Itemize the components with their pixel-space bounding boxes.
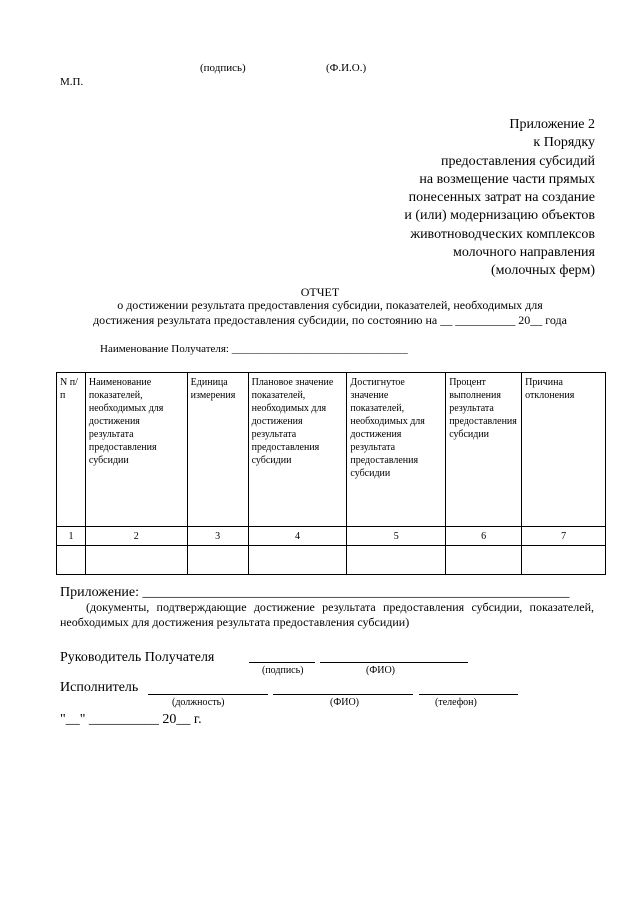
header-cell: Процент выполнения результата предоставления субсидии <box>446 373 522 527</box>
report-subtitle-line: о достижении результата предоставления субсидии, показателей, необходимых для <box>117 298 543 312</box>
column-number: 3 <box>187 527 248 546</box>
table-cell[interactable] <box>85 546 187 575</box>
report-title: ОТЧЕТ <box>300 285 340 299</box>
appendix-line: понесенных затрат на создание <box>408 190 595 206</box>
header-cell: Наименование показателей, необходимых для достижения результата предоставления субсидии <box>85 373 187 527</box>
executor-fio-line[interactable] <box>273 680 413 695</box>
executor-label: Исполнитель <box>60 680 139 695</box>
table-cell[interactable] <box>248 546 347 575</box>
table-cell[interactable] <box>522 546 606 575</box>
column-number: 5 <box>347 527 446 546</box>
column-number: 1 <box>57 527 86 546</box>
column-number: 4 <box>248 527 347 546</box>
table-cell[interactable] <box>57 546 86 575</box>
head-label: Руководитель Получателя <box>60 650 215 665</box>
recipient-label: Наименование Получателя: ________________________________ <box>100 343 408 355</box>
executor-fio-caption: (ФИО) <box>330 697 360 708</box>
table-header-row <box>57 373 606 527</box>
header-cell: Плановое значение показателей, необходимых для достижения результата предоставления субсидии <box>248 373 347 527</box>
column-number: 2 <box>85 527 187 546</box>
phone-caption: (телефон) <box>435 697 477 708</box>
appendix-line: молочного направления <box>452 245 595 261</box>
appendix-line: (молочных ферм) <box>491 263 595 279</box>
head-signature-line[interactable] <box>249 648 315 663</box>
appendix-line: и (или) модернизацию объектов <box>404 208 595 224</box>
attachment-label: Приложение: _____________________________________________________________ <box>60 585 570 600</box>
head-fio-caption: (ФИО) <box>366 665 396 676</box>
report-subtitle-line: достижения результата предоставления субсидии, по состоянию на __ __________ 20__ года <box>93 313 567 327</box>
table-cell[interactable] <box>446 546 522 575</box>
appendix-line: к Порядку <box>533 135 595 151</box>
header-cell: Достигнутое значение показателей, необходимых для достижения результата предоставления субсидии <box>347 373 446 527</box>
head-sign-caption: (подпись) <box>262 665 304 676</box>
table-number-row <box>57 527 606 546</box>
column-number: 6 <box>446 527 522 546</box>
header-cell: Единица измерения <box>187 373 248 527</box>
table-row <box>57 546 606 575</box>
appendix-line: на возмещение части прямых <box>419 171 595 187</box>
header-cell: N п/п <box>57 373 86 527</box>
attachment-note: (документы, подтверждающие достижение результата предоставления субсидии, показателей, необходимых для достижения результата предоставления субсидии) <box>60 600 594 629</box>
appendix-line: Приложение 2 <box>509 117 595 132</box>
position-caption: (должность) <box>172 697 225 708</box>
executor-phone-line[interactable] <box>419 680 518 695</box>
report-subtitle <box>60 298 600 328</box>
date-line: "__" __________ 20__ г. <box>60 712 202 727</box>
header-cell: Причина отклонения <box>522 373 606 527</box>
signature-caption: (подпись) <box>200 62 246 74</box>
head-fio-line[interactable] <box>320 648 468 663</box>
table-cell[interactable] <box>187 546 248 575</box>
table-cell[interactable] <box>347 546 446 575</box>
stamp-label: М.П. <box>60 76 84 88</box>
appendix-line: предоставления субсидий <box>440 153 595 169</box>
indicators-table <box>56 372 606 575</box>
column-number: 7 <box>522 527 606 546</box>
fio-caption: (Ф.И.О.) <box>326 62 367 74</box>
executor-position-line[interactable] <box>148 680 268 695</box>
appendix-line: животноводческих комплексов <box>410 226 595 242</box>
appendix-header <box>404 116 595 281</box>
